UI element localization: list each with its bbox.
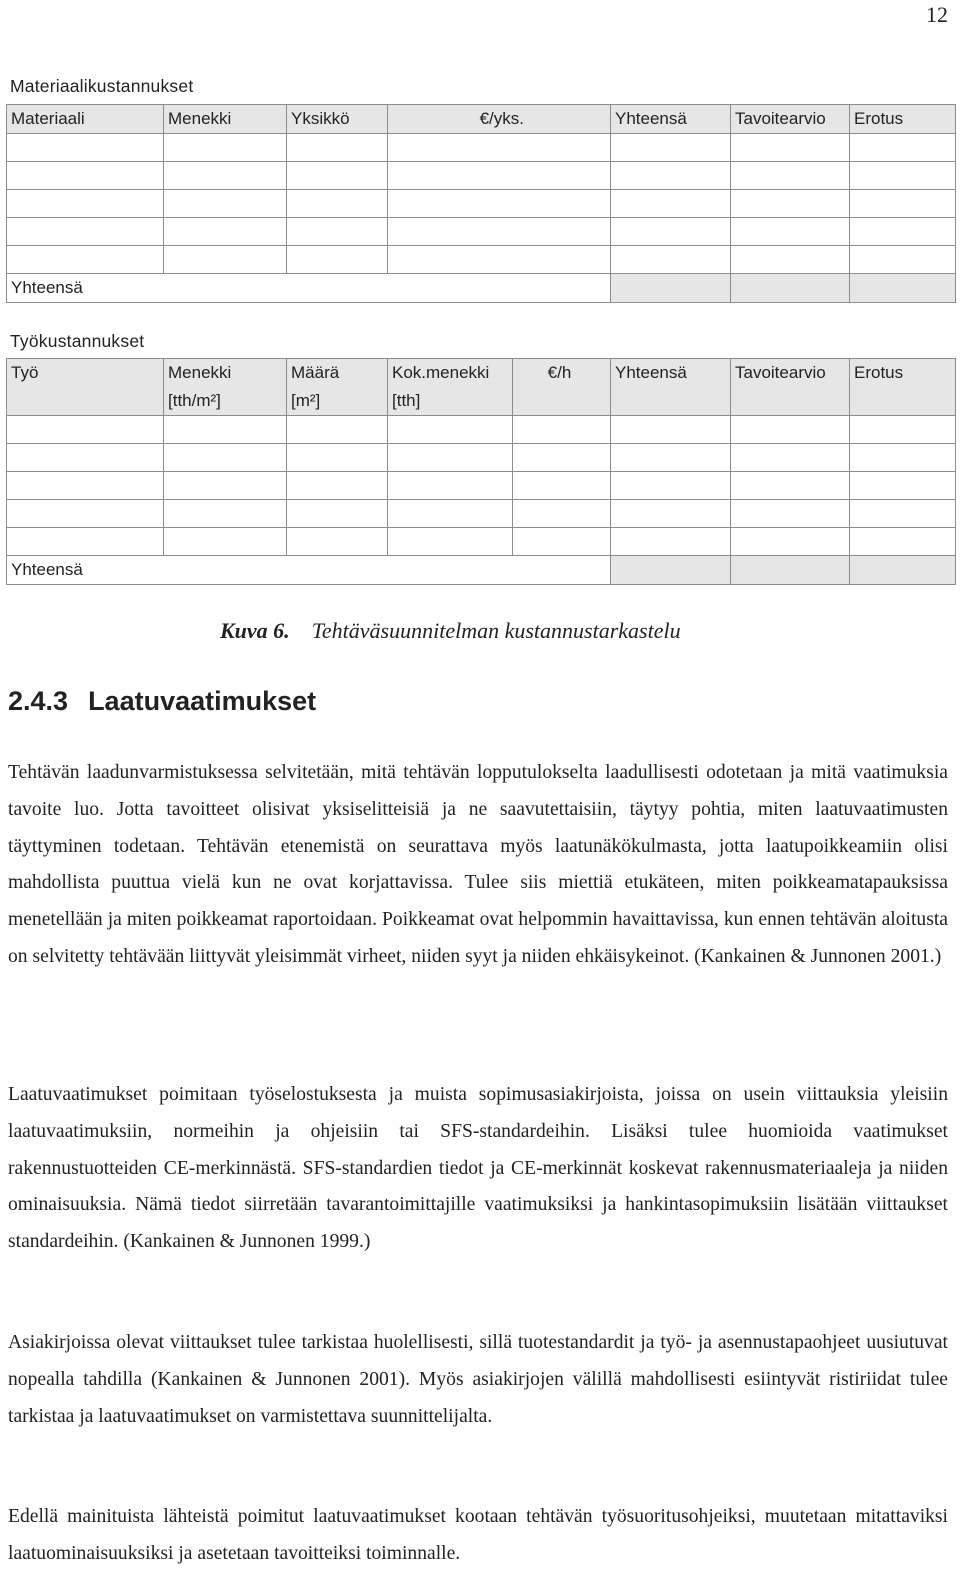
header-cell: Menekki	[164, 105, 287, 134]
body-paragraph: Tehtävän laadunvarmistuksessa selvitetään, mitä tehtävän lopputulokselta laadullisesti odotetaan ja mitä vaatimuksia tavoite luo. Jotta tavoitteet olisivat yksiselitteisiä ja ne saavutettaisiin, täytyy pohtia, miten laatuvaatimusten täyttyminen todetaan. Tehtävän etenemistä on seurattava myös laatunäkökulmasta, jotta laatupoikkeamiin olisi mahdollista puuttua vielä kun ne ovat korjattavissa. Tulee siis miettiä etukäteen, miten poikkeamatapauksissa menetellään ja miten poikkeamat raportoidaan. Poikkeamat ovat helpommin havaittavissa, kun ennen tehtävän aloitusta on selvitetty tehtävään liittyvät yleisimmät virheet, niiden syyt ja niiden ehkäisykeinot. (Kankainen & Junnonen 2001.)	[8, 762, 948, 967]
table-row	[7, 472, 956, 500]
table-total-row	[7, 274, 956, 303]
header-cell: Tavoitearvio	[731, 359, 850, 416]
header-cell: Yksikkö	[287, 105, 388, 134]
header-cell: Kok.menekki [tth]	[388, 359, 513, 416]
total-label: Yhteensä	[7, 556, 611, 585]
material-cost-table	[6, 104, 956, 303]
table-row	[7, 162, 956, 190]
table-total-row	[7, 556, 956, 585]
table-header-row	[7, 105, 956, 134]
figure-caption	[220, 618, 681, 644]
body-paragraph: Edellä mainituista lähteistä poimitut laatuvaatimukset kootaan tehtävän työsuoritusohjeiksi, muutetaan mitattaviksi laatuominaisuuksiksi ja asetetaan tavoitteiksi toiminnalle.	[8, 1506, 948, 1564]
table-row	[7, 190, 956, 218]
header-cell: Menekki [tth/m²]	[164, 359, 287, 416]
table-row	[7, 444, 956, 472]
header-cell: Yhteensä	[611, 105, 731, 134]
table-header-row	[7, 359, 956, 416]
material-table-title: Materiaalikustannukset	[10, 76, 194, 96]
total-label: Yhteensä	[7, 274, 611, 303]
table-row	[7, 528, 956, 556]
body-paragraph: Laatuvaatimukset poimitaan työselostuksesta ja muista sopimusasiakirjoista, joissa on usein viittauksia yleisiin laatuvaatimuksiin, normeihin ja ohjeisiin tai SFS-standardeihin. Lisäksi tulee huomioida vaatimukset rakennustuotteiden CE-merkinnästä. SFS-standardien tiedot ja CE-merkinnät koskevat rakennusmateriaaleja ja niiden ominaisuuksia. Nämä tiedot siirretään tavarantoimittajille vaatimuksiksi ja hankintasopimuksiin lisätään viittaukset standardeihin. (Kankainen & Junnonen 1999.)	[8, 1084, 948, 1253]
header-cell: Erotus	[850, 105, 956, 134]
section-heading	[8, 686, 316, 717]
table-row	[7, 134, 956, 162]
labor-cost-table	[6, 358, 956, 585]
header-cell: Erotus	[850, 359, 956, 416]
table-row	[7, 500, 956, 528]
labor-table-title: Työkustannukset	[10, 331, 145, 351]
table-row	[7, 416, 956, 444]
table-row	[7, 246, 956, 274]
header-cell: €/h	[513, 359, 611, 416]
header-cell: €/yks.	[388, 105, 611, 134]
header-cell: Yhteensä	[611, 359, 731, 416]
figure-caption-text: Tehtäväsuunnitelman kustannustarkastelu	[311, 618, 681, 643]
page-number: 12	[926, 2, 948, 27]
section-title: Laatuvaatimukset	[88, 686, 317, 716]
figure-label: Kuva 6.	[220, 618, 290, 643]
table-row	[7, 218, 956, 246]
section-number: 2.4.3	[8, 686, 69, 716]
body-paragraph: Asiakirjoissa olevat viittaukset tulee tarkistaa huolellisesti, sillä tuotestandardit ja työ- ja asennustapaohjeet uusiutuvat nopealla tahdilla (Kankainen & Junnonen 2001). Myös asiakirjojen välillä mahdollisesti esiintyvät ristiriidat tulee tarkistaa ja laatuvaatimukset on varmistettava suunnittelijalta.	[8, 1332, 948, 1427]
header-cell: Työ	[7, 359, 164, 416]
header-cell: Määrä [m²]	[287, 359, 388, 416]
header-cell: Tavoitearvio	[731, 105, 850, 134]
header-cell: Materiaali	[7, 105, 164, 134]
